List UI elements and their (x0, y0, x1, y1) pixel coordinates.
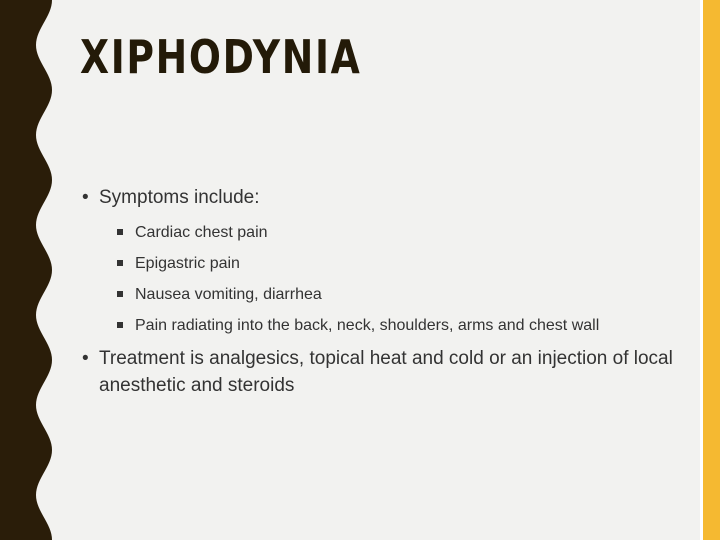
sub-bullet-text: Nausea vomiting, diarrhea (135, 286, 322, 303)
sub-bullet-text: Pain radiating into the back, neck, shoulders, arms and chest wall (135, 317, 600, 334)
accent-bar (703, 0, 720, 540)
sub-bullet-item (82, 279, 682, 310)
bullet-text: Treatment is analgesics, topical heat and cold or an injection of local anesthetic and steroids (99, 348, 673, 396)
slide-title: XIPHODYNIA (80, 30, 362, 84)
slide-content (82, 184, 682, 399)
bullet-dot: • (82, 348, 89, 369)
sub-bullet-text: Cardiac chest pain (135, 224, 268, 241)
sub-bullet-list (82, 217, 682, 341)
wavy-border-decoration (0, 0, 60, 540)
sub-bullet-item (82, 248, 682, 279)
bullet-text: Symptoms include: (99, 187, 260, 208)
sub-bullet-item (82, 310, 682, 341)
bullet-dot: • (82, 187, 89, 208)
square-bullet (117, 260, 123, 266)
sub-bullet-text: Epigastric pain (135, 255, 240, 272)
square-bullet (117, 291, 123, 297)
square-bullet (117, 229, 123, 235)
bullet-treatment (82, 345, 682, 399)
bullet-symptoms (82, 184, 682, 211)
square-bullet (117, 322, 123, 328)
sub-bullet-item (82, 217, 682, 248)
